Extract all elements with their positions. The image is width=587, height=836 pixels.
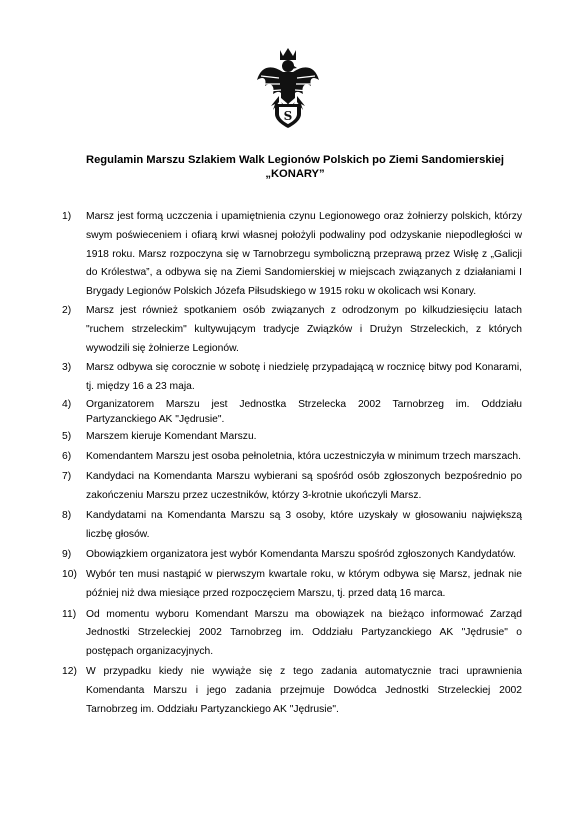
page-title xyxy=(40,153,550,181)
list-item xyxy=(62,398,522,426)
list-item xyxy=(62,546,522,565)
list-item xyxy=(62,663,522,719)
eagle-emblem-icon xyxy=(253,46,323,132)
item-text: Marsz odbywa się corocznie w sobotę i niedzielę przypadającą w rocznicę bitwy pod Konarami, tj. między 16 a 23 maja. xyxy=(86,362,522,393)
item-text: Kandydaci na Komendanta Marszu wybierani są spośród osób zgłoszonych bezpośrednio po zakończeniu Marszu przez uczestników, którzy 3-krotnie ukończyli Marsz. xyxy=(86,470,522,501)
item-text: Organizatorem Marszu jest Jednostka Strzelecka 2002 Tarnobrzeg im. Oddziału Partyzanckiego AK "Jędrusie". xyxy=(86,399,522,425)
list-item xyxy=(62,507,522,545)
title-line-2: „KONARY” xyxy=(265,168,325,180)
item-number: 5) xyxy=(62,431,72,443)
list-item xyxy=(62,566,522,604)
list-item xyxy=(62,208,522,302)
item-text: Komendantem Marszu jest osoba pełnoletnia, która uczestniczyła w minimum trzech marszach. xyxy=(86,450,521,462)
list-item xyxy=(62,606,522,662)
item-number: 8) xyxy=(62,510,72,522)
list-item xyxy=(62,428,522,447)
item-text: Marsz jest również spotkaniem osób związanych z odrodzonym po kilkudziesięciu latach "ruchem strzeleckim" kultywującym tradycje Związków i Drużyn Strzeleckich, z których wywodzili się żołnierze Legionów. xyxy=(86,305,522,355)
item-text: W przypadku kiedy nie wywiąże się z tego zadania automatycznie traci uprawnienia Komendanta Marszu i jego zadania przejmuje Dowódca Jednostki Strzeleckiej 2002 Tarnobrzeg im. Oddziału Partyzanckiego AK "Jędrusie". xyxy=(86,666,522,716)
item-number: 7) xyxy=(62,470,72,482)
item-text: Od momentu wyboru Komendant Marszu ma obowiązek na bieżąco informować Zarząd Jednostki Strzeleckiej 2002 Tarnobrzeg im. Oddziału Partyzanckiego AK "Jędrusie" o postępach organizacyjnych. xyxy=(86,608,522,658)
item-text: Wybór ten musi nastąpić w pierwszym kwartale roku, w którym odbywa się Marsz, jednak nie później niż dwa miesiące przed rozpoczęciem Marszu, tj. przed datą 16 marca. xyxy=(86,569,522,600)
item-number: 2) xyxy=(62,305,72,317)
item-number: 1) xyxy=(62,211,72,222)
item-text: Kandydatami na Komendanta Marszu są 3 osoby, które uzyskały w głosowaniu największą liczbę głosów. xyxy=(86,510,522,540)
list-item xyxy=(62,468,522,506)
list-item xyxy=(62,302,522,358)
item-number: 4) xyxy=(62,399,72,411)
list-item xyxy=(62,448,522,467)
item-number: 9) xyxy=(62,549,72,561)
rules-list xyxy=(62,208,522,720)
svg-text:S: S xyxy=(283,109,293,123)
item-text: Obowiązkiem organizatora jest wybór Komendanta Marszu spośród zgłoszonych Kandydatów. xyxy=(86,549,516,561)
item-number: 11) xyxy=(62,608,77,620)
item-number: 10) xyxy=(62,569,77,581)
item-number: 12) xyxy=(62,666,77,678)
item-number: 6) xyxy=(62,450,72,462)
title-line-1: Regulamin Marszu Szlakiem Walk Legionów Polskich po Ziemi Sandomierskiej xyxy=(86,154,504,166)
item-number: 3) xyxy=(62,362,72,374)
item-text: Marsz jest formą uczczenia i upamiętnienia czynu Legionowego oraz żołnierzy polskich, którzy swym poświeceniem i ofiarą krwi własnej położyli podwaliny pod odzyskanie niepodległości w 1918 roku. Marsz rozpoczyna się w Tarnobrzegu symboliczną przeprawą przez Wisłę z „Galicji do Królestwa”, a odbywa się na Ziemi Sandomierskiej w miejscach związanych z działaniami I Brygady Legionów Polskich Józefa Piłsudskiego w 1915 roku w okolicach wsi Konary. xyxy=(86,211,522,298)
list-item xyxy=(62,359,522,397)
item-text: Marszem kieruje Komendant Marszu. xyxy=(86,431,257,443)
